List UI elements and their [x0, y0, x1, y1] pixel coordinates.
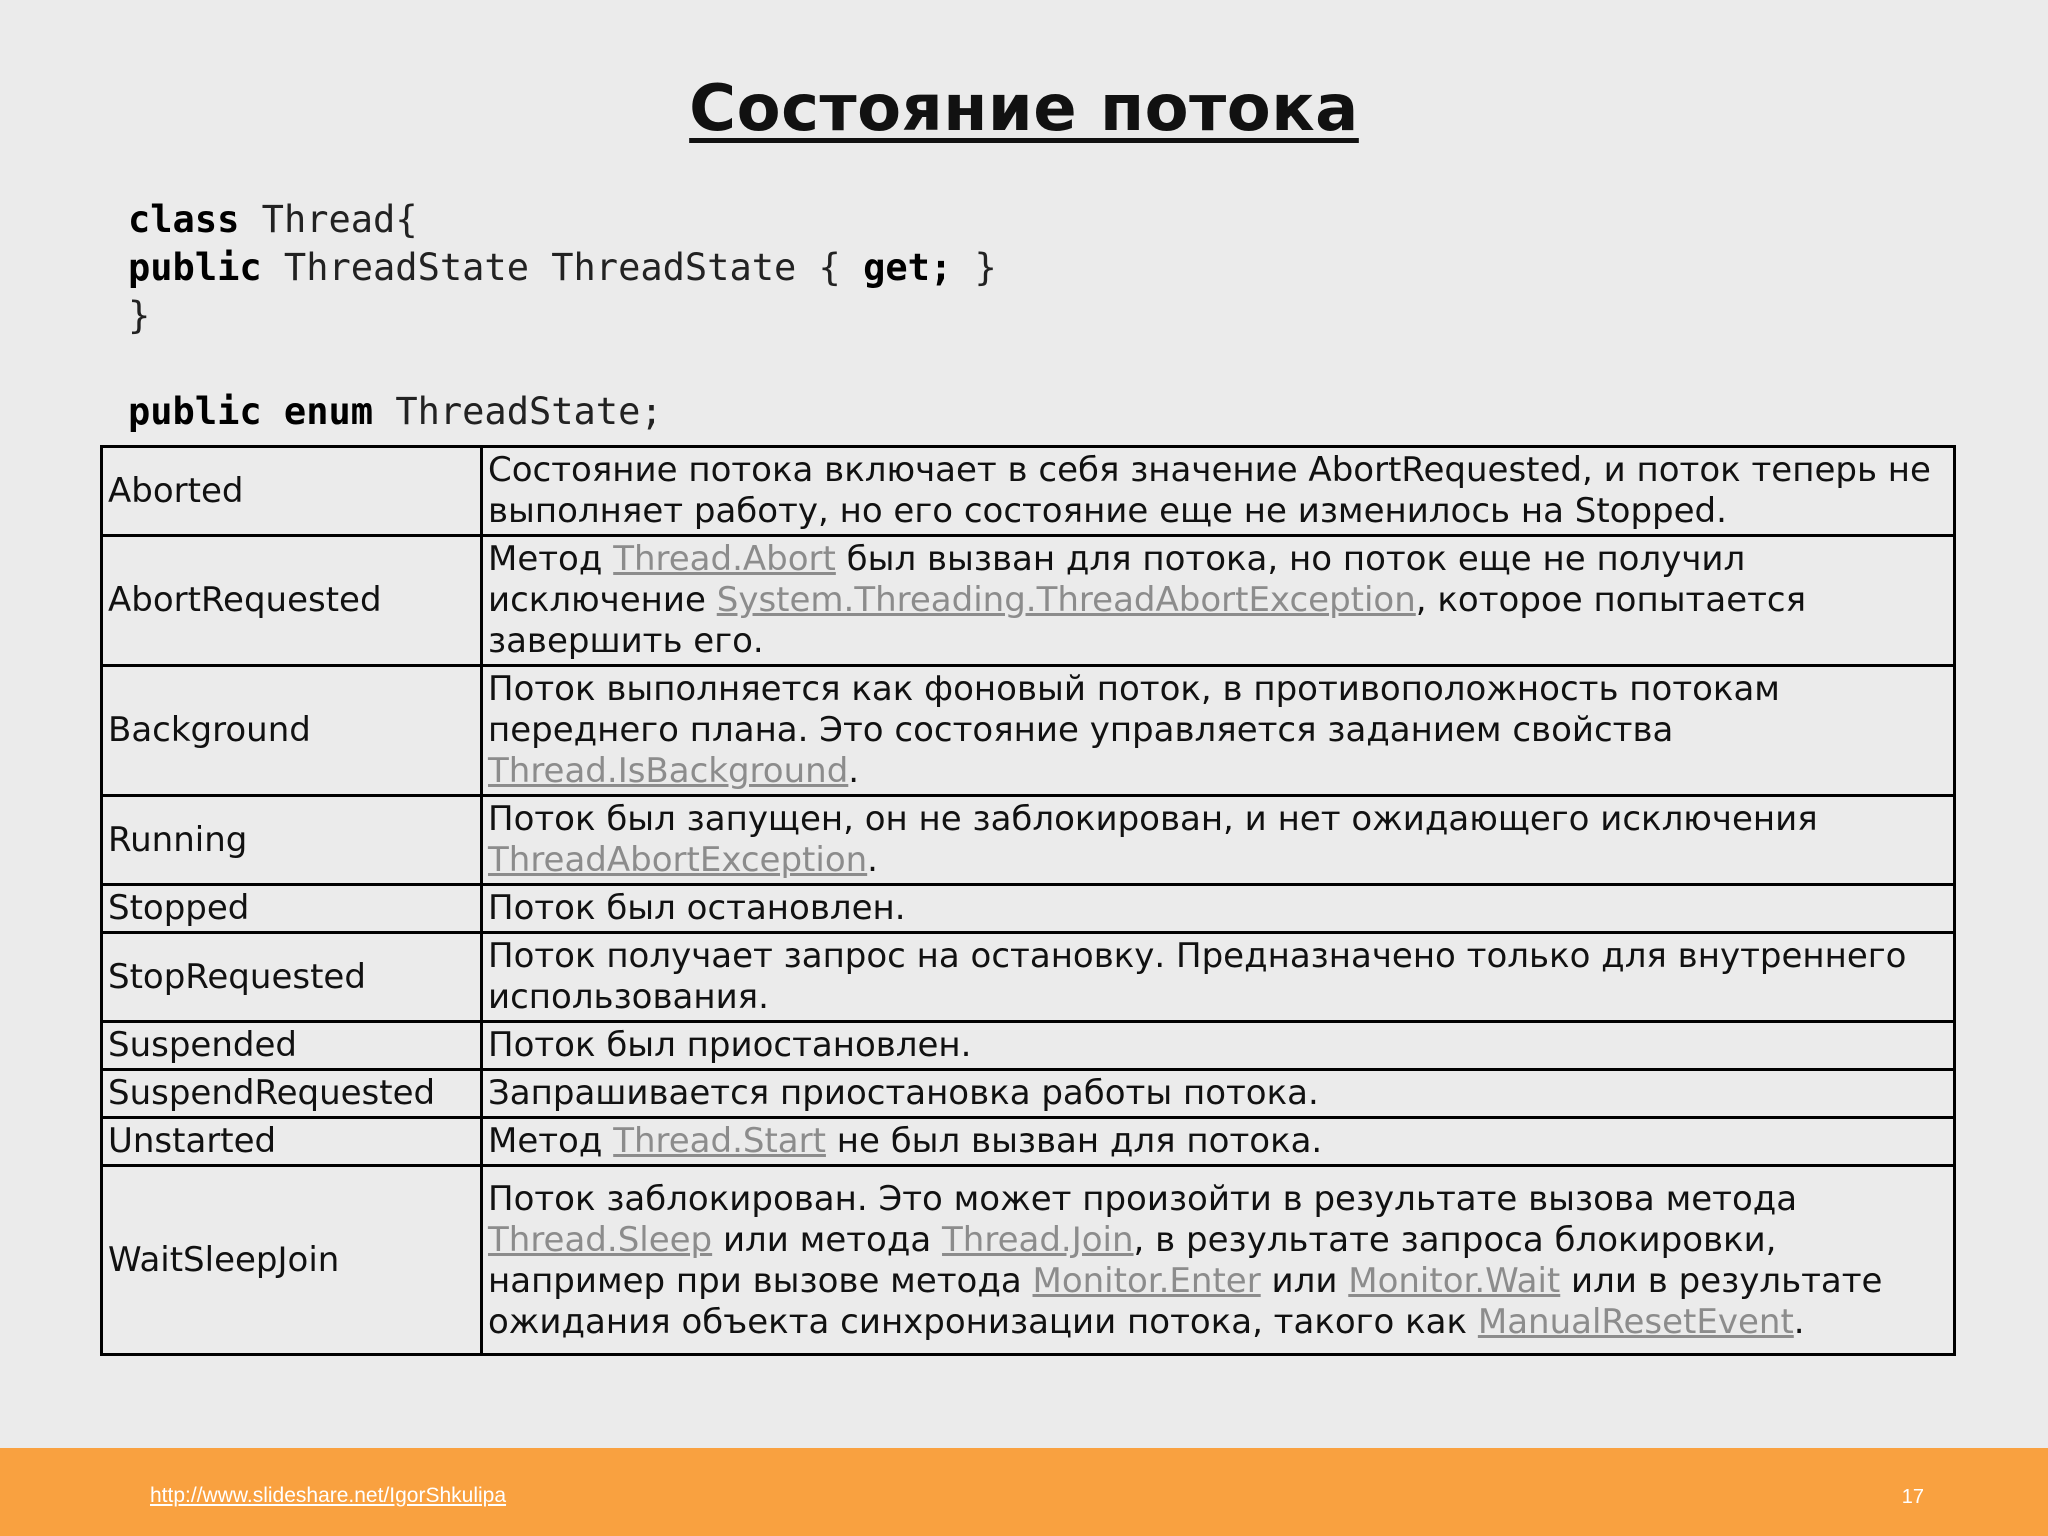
state-description-cell: [482, 1166, 1955, 1355]
code-keyword: class: [128, 198, 240, 241]
table-row: [102, 536, 1955, 666]
description-text: Запрашивается приостановка работы потока.: [488, 1073, 1319, 1113]
state-name-cell: AbortRequested: [102, 536, 482, 666]
footer-link[interactable]: http://www.slideshare.net/IgorShkulipa: [150, 1484, 507, 1507]
code-text: }: [128, 294, 151, 337]
code-keyword: public enum: [128, 390, 374, 433]
description-text: Поток выполняется как фоновый поток, в противоположность потокам переднего плана. Это состояние управляется заданием свойства: [488, 669, 1780, 750]
description-text: не был вызван для потока.: [825, 1121, 1323, 1161]
table-row: [102, 1118, 1955, 1166]
table-row: [102, 933, 1955, 1022]
code-keyword: get;: [863, 246, 953, 289]
description-text: Поток был остановлен.: [488, 888, 906, 928]
doc-link[interactable]: Monitor.Wait: [1348, 1261, 1561, 1301]
table-row: [102, 1070, 1955, 1118]
table-row: [102, 885, 1955, 933]
state-name-cell: WaitSleepJoin: [102, 1166, 482, 1355]
description-text: Поток заблокирован. Это может произойти в результате вызова метода: [488, 1179, 1798, 1219]
page-number: 17: [1901, 1486, 1924, 1508]
code-block: [128, 196, 997, 436]
code-keyword: public: [128, 246, 262, 289]
description-text: Поток получает запрос на остановку. Предназначено только для внутреннего использования.: [488, 936, 1907, 1017]
doc-link[interactable]: Thread.Join: [942, 1220, 1134, 1260]
state-name-cell: Running: [102, 796, 482, 885]
table-row: [102, 1166, 1955, 1355]
description-text: Метод: [488, 1121, 614, 1161]
description-text: Метод: [488, 539, 614, 579]
state-name-cell: Background: [102, 666, 482, 796]
code-text: Thread{: [239, 198, 418, 241]
description-text: , которое попытается завершить его.: [488, 580, 1807, 661]
doc-link[interactable]: Monitor.Enter: [1032, 1261, 1261, 1301]
description-text: .: [1793, 1302, 1805, 1342]
state-description-cell: [482, 1118, 1955, 1166]
state-name-cell: Stopped: [102, 885, 482, 933]
table-row: [102, 447, 1955, 536]
state-name-cell: Suspended: [102, 1022, 482, 1070]
code-text: ThreadState;: [373, 390, 663, 433]
state-description-cell: [482, 447, 1955, 536]
description-text: .: [848, 751, 860, 791]
state-description-cell: [482, 536, 1955, 666]
description-text: Поток был запущен, он не заблокирован, и нет ожидающего исключения: [488, 799, 1818, 839]
state-description-cell: [482, 885, 1955, 933]
code-text: ThreadState ThreadState {: [261, 246, 864, 289]
state-description-cell: [482, 666, 1955, 796]
doc-link[interactable]: System.Threading.ThreadAbortException: [716, 580, 1416, 620]
state-description-cell: [482, 933, 1955, 1022]
description-text: или в результате ожидания объекта синхронизации потока, такого как: [488, 1261, 1883, 1342]
table-row: [102, 1022, 1955, 1070]
footer-bar: [0, 1448, 2048, 1536]
doc-link[interactable]: ThreadAbortException: [488, 840, 868, 880]
state-description-cell: [482, 1070, 1955, 1118]
doc-link[interactable]: Thread.Start: [613, 1121, 826, 1161]
description-text: , в результате запроса блокировки, например при вызове метода: [488, 1220, 1777, 1301]
doc-link[interactable]: ManualResetEvent: [1477, 1302, 1794, 1342]
description-text: .: [867, 840, 878, 880]
description-text: Поток был приостановлен.: [488, 1025, 972, 1065]
thread-state-table: [100, 445, 1956, 1356]
table-row: [102, 796, 1955, 885]
state-name-cell: Unstarted: [102, 1118, 482, 1166]
description-text: или: [1260, 1261, 1349, 1301]
slide-title: Состояние потока: [689, 72, 1359, 146]
state-name-cell: SuspendRequested: [102, 1070, 482, 1118]
doc-link[interactable]: Thread.Abort: [613, 539, 836, 579]
code-text: }: [952, 246, 997, 289]
table-row: [102, 666, 1955, 796]
state-name-cell: StopRequested: [102, 933, 482, 1022]
state-description-cell: [482, 1022, 1955, 1070]
description-text: или метода: [712, 1220, 943, 1260]
description-text: был вызван для потока, но поток еще не получил исключение: [488, 539, 1746, 620]
state-description-cell: [482, 796, 1955, 885]
description-text: Состояние потока включает в себя значение AbortRequested, и поток теперь не выполняет работу, но его состояние еще не изменилось на Stopped.: [488, 450, 1931, 531]
doc-link[interactable]: Thread.Sleep: [488, 1220, 713, 1260]
state-name-cell: Aborted: [102, 447, 482, 536]
doc-link[interactable]: Thread.IsBackground: [488, 751, 849, 791]
